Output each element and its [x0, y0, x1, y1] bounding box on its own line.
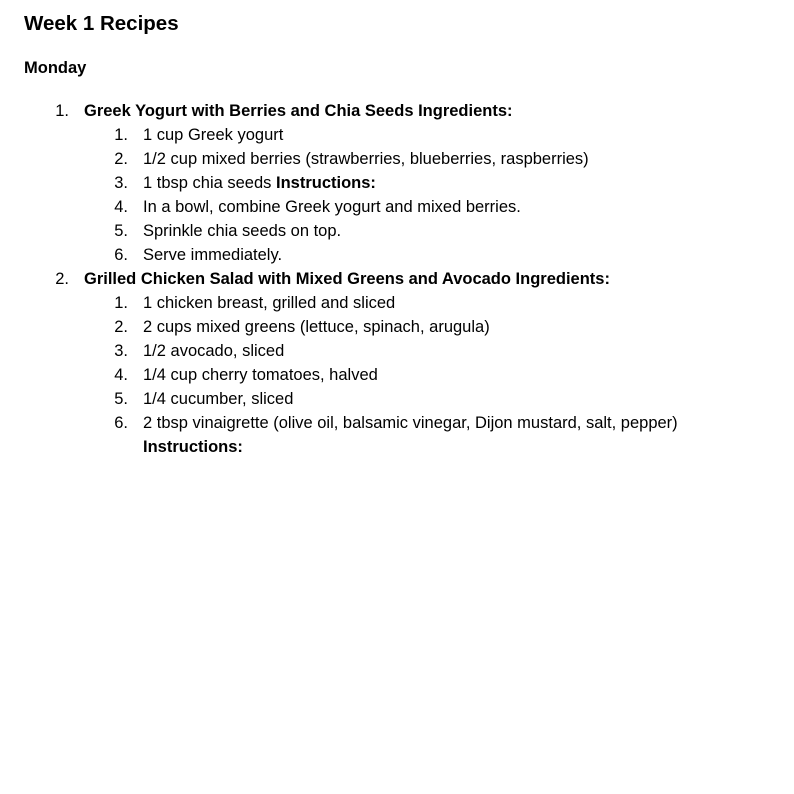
list-item: [84, 243, 770, 267]
step-text: 1 cup Greek yogurt: [143, 126, 284, 144]
step-text: Sprinkle chia seeds on top.: [143, 222, 342, 240]
list-item: [84, 219, 770, 243]
step-text: 1/4 cup cherry tomatoes, halved: [143, 366, 378, 384]
list-item: [84, 147, 770, 171]
step-text: 1 tbsp chia seeds: [143, 174, 276, 192]
step-number: 4.: [114, 366, 128, 384]
step-text: 1 chicken breast, grilled and sliced: [143, 294, 396, 312]
recipe-number: 1.: [55, 102, 69, 120]
step-number: 5.: [114, 222, 128, 240]
list-item: [84, 123, 770, 147]
list-item: [84, 363, 770, 387]
step-text: 2 tbsp vinaigrette (olive oil, balsamic vinegar, Dijon mustard, salt, pepper): [143, 414, 678, 432]
step-text: 1/2 avocado, sliced: [143, 342, 285, 360]
list-item: [84, 171, 770, 195]
step-number: 1.: [114, 294, 128, 312]
step-number: 3.: [114, 174, 128, 192]
list-item: [84, 411, 770, 459]
list-item: [84, 387, 770, 411]
recipe-title: Grilled Chicken Salad with Mixed Greens and Avocado Ingredients:: [84, 270, 610, 288]
step-number: 3.: [114, 342, 128, 360]
step-text: 1/4 cucumber, sliced: [143, 390, 294, 408]
instructions-heading: Instructions:: [143, 438, 243, 456]
step-number: 6.: [114, 246, 128, 264]
instructions-heading: Instructions:: [276, 174, 376, 192]
recipe-number: 2.: [55, 270, 69, 288]
day-heading: Monday: [24, 59, 87, 77]
list-item: [84, 315, 770, 339]
list-item: [84, 195, 770, 219]
document-title: Week 1 Recipes: [24, 12, 179, 35]
step-text: Serve immediately.: [143, 246, 283, 264]
list-item: [84, 339, 770, 363]
step-number: 6.: [114, 414, 128, 432]
step-number: 2.: [114, 150, 128, 168]
recipe-item: [24, 267, 770, 459]
step-text: 2 cups mixed greens (lettuce, spinach, arugula): [143, 318, 490, 336]
recipe-item: [24, 99, 770, 267]
step-number: 4.: [114, 198, 128, 216]
list-item: [84, 291, 770, 315]
recipe-title: Greek Yogurt with Berries and Chia Seeds Ingredients:: [84, 102, 513, 120]
recipe-steps: [84, 291, 770, 459]
step-number: 1.: [114, 126, 128, 144]
step-text: In a bowl, combine Greek yogurt and mixed berries.: [143, 198, 521, 216]
step-number: 2.: [114, 318, 128, 336]
recipe-steps: [84, 123, 770, 267]
step-number: 5.: [114, 390, 128, 408]
step-text: 1/2 cup mixed berries (strawberries, blueberries, raspberries): [143, 150, 589, 168]
recipe-list: [24, 99, 770, 459]
